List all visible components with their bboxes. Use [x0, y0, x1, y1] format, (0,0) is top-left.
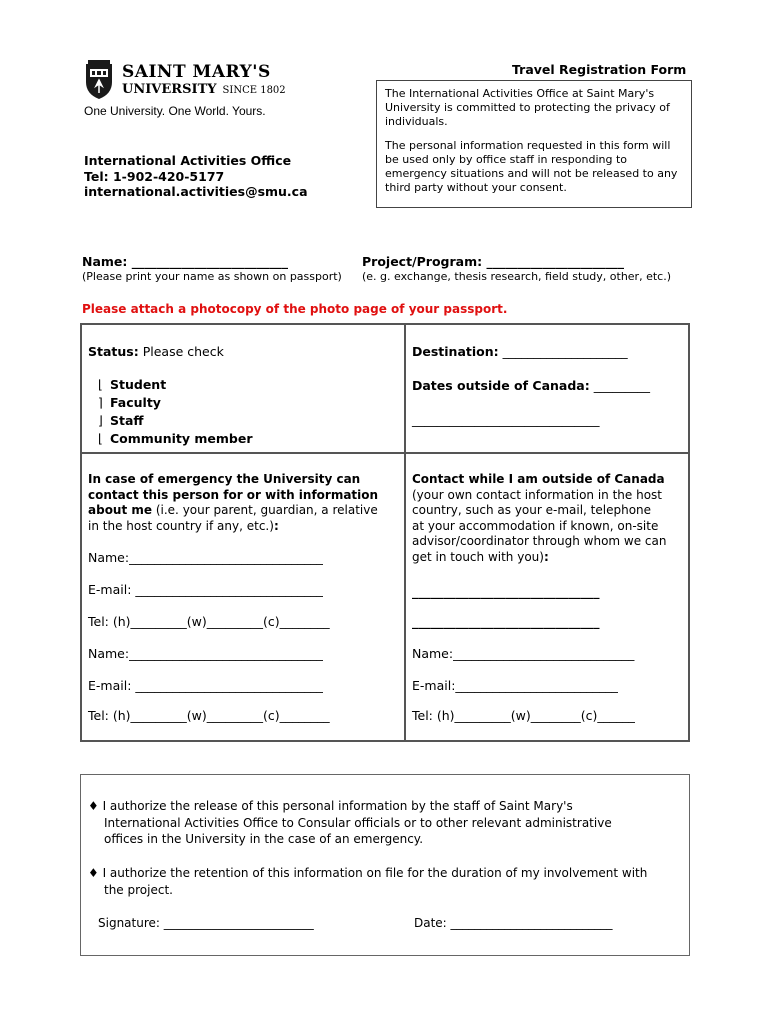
dates-line: _________ [589, 378, 650, 393]
dates-field[interactable] [412, 378, 650, 393]
signature-field[interactable]: Signature: _________________________ [98, 916, 314, 930]
status-option-community[interactable] [98, 430, 253, 448]
emergency-heading-colon: : [273, 518, 279, 533]
authorization-release-line-2: International Activities Office to Consular officials or to other relevant administrative [104, 815, 612, 830]
emergency-email-field[interactable]: E-mail: ______________________________ [88, 582, 323, 597]
authorization-retention-line-2: the project. [104, 882, 173, 897]
emergency-heading-line-3 [88, 503, 378, 519]
contact-tel-field[interactable]: Tel: (h)_________(w)________(c)______ [412, 708, 635, 723]
contact-heading-colon: : [543, 549, 549, 564]
form-title: Travel Registration Form [512, 62, 687, 77]
destination-label: Destination: [412, 344, 499, 359]
contact-heading-line-3: at your accommodation if known, on-site [412, 518, 659, 533]
logo-since: SINCE 1802 [222, 85, 286, 96]
status-label: Status: [88, 344, 139, 359]
emergency-heading-line-2: contact this person for or with information [88, 487, 379, 502]
status-option-label: Community member [110, 431, 253, 446]
contact-heading-line-2: country, such as your e-mail, telephone [412, 503, 652, 517]
checkbox-faculty[interactable]: ⌉ [98, 395, 103, 410]
date-field[interactable]: Date: ___________________________ [414, 916, 613, 930]
contact-name-field[interactable]: Name:_____________________________ [412, 646, 635, 661]
status-option-label: Faculty [110, 395, 161, 410]
contact-heading-line-1: (your own contact information in the host [412, 487, 663, 502]
dates-extra-line[interactable]: ______________________________ [412, 412, 600, 427]
contact-heading-line-5 [412, 550, 666, 566]
destination-line: ____________________ [498, 344, 628, 359]
name-field[interactable]: Name: _________________________ [82, 254, 288, 269]
office-contact [84, 153, 308, 200]
authorization-retention [88, 865, 647, 898]
table-divider-horizontal [80, 452, 690, 454]
contact-heading-line-5-text: get in touch with you) [412, 549, 544, 564]
emergency-heading-line-4 [88, 519, 378, 535]
status-heading [88, 344, 224, 359]
office-tel: Tel: 1-902-420-5177 [84, 168, 225, 184]
status-option-student[interactable] [98, 376, 253, 394]
emergency-name-field-2[interactable]: Name:_______________________________ [88, 646, 323, 661]
university-logo [84, 60, 284, 122]
emergency-email-field-2[interactable]: E-mail: ______________________________ [88, 678, 323, 693]
emergency-heading-line-1: In case of emergency the University can [88, 472, 361, 486]
emergency-tel-field[interactable]: Tel: (h)_________(w)_________(c)________ [88, 614, 330, 629]
checkbox-student[interactable]: ⌊ [98, 377, 103, 392]
project-hint: (e. g. exchange, thesis research, field study, other, etc.) [362, 270, 671, 283]
emergency-heading-line-4-text: in the host country if any, etc.) [88, 518, 274, 533]
contact-blank-2[interactable]: ______________________________ [412, 614, 600, 629]
emergency-name-field[interactable]: Name:_______________________________ [88, 550, 323, 565]
status-options [98, 376, 253, 448]
contact-heading-title: Contact while I am outside of Canada [412, 472, 665, 486]
privacy-paragraph-1: The International Activities Office at Saint Mary's University is committed to protecting the privacy of individuals. [385, 87, 670, 128]
name-hint: (Please print your name as shown on passport) [82, 270, 342, 283]
emergency-heading [88, 472, 378, 534]
contact-heading-line-4: advisor/coordinator through whom we can [412, 534, 667, 548]
authorization-release [88, 798, 612, 848]
status-option-label: Staff [110, 413, 144, 428]
emergency-heading-rest: (i.e. your parent, guardian, a relative [152, 503, 378, 517]
authorization-release-line-1: ♦ I authorize the release of this personal information by the staff of Saint Mary's [88, 799, 573, 813]
project-field[interactable]: Project/Program: ______________________ [362, 254, 624, 269]
privacy-paragraph-2: The personal information requested in this form will be used only by office staff in responding to emergency situations and will not be released to any third party without your consent. [385, 139, 678, 194]
logo-name: SAINT MARY'S [122, 62, 271, 82]
status-option-staff[interactable] [98, 412, 253, 430]
status-option-faculty[interactable] [98, 394, 253, 412]
logo-university [122, 82, 286, 97]
emergency-heading-about-me: about me [88, 503, 153, 517]
office-email[interactable]: international.activities@smu.ca [84, 184, 308, 199]
emergency-tel-field-2[interactable]: Tel: (h)_________(w)_________(c)________ [88, 708, 330, 723]
checkbox-staff[interactable]: ⌋ [98, 413, 103, 428]
crest-icon [84, 60, 114, 100]
logo-university-text: UNIVERSITY [122, 82, 217, 97]
passport-note: Please attach a photocopy of the photo page of your passport. [82, 302, 508, 316]
office-name: International Activities Office [84, 153, 292, 168]
privacy-notice [376, 80, 692, 208]
logo-tagline: One University. One World. Yours. [84, 104, 266, 118]
contact-email-field[interactable]: E-mail:__________________________ [412, 678, 618, 693]
contact-heading [412, 472, 666, 565]
authorization-release-line-3: offices in the University in the case of an emergency. [104, 832, 424, 846]
status-hint: Please check [138, 344, 224, 359]
contact-blank-1[interactable]: ______________________________ [412, 584, 600, 599]
dates-label: Dates outside of Canada: [412, 378, 590, 393]
checkbox-community[interactable]: ⌊ [98, 431, 103, 446]
destination-field[interactable] [412, 344, 628, 359]
status-option-label: Student [110, 377, 167, 392]
table-divider-vertical [404, 323, 406, 742]
authorization-retention-line-1: ♦ I authorize the retention of this information on file for the duration of my involvement with [88, 866, 648, 880]
